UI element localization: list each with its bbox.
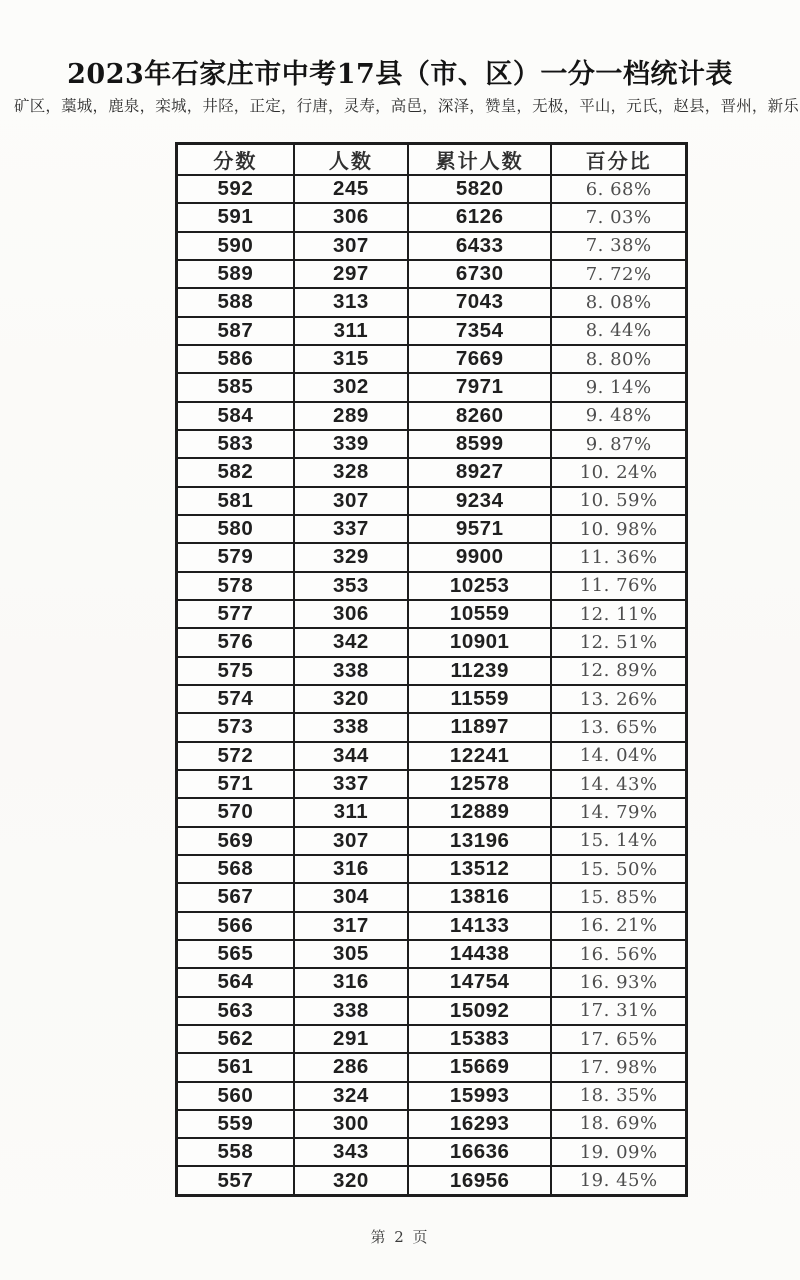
- score-cell: 592: [177, 175, 294, 203]
- column-header-cumulative: 累计人数: [408, 144, 551, 176]
- score-cell: 563: [177, 997, 294, 1025]
- percentage-cell: 8. 08%: [551, 288, 686, 316]
- count-cell: 316: [294, 968, 408, 996]
- score-cell: 578: [177, 572, 294, 600]
- count-cell: 328: [294, 458, 408, 486]
- percentage-cell: 12. 89%: [551, 657, 686, 685]
- cumulative-cell: 13816: [408, 883, 551, 911]
- percentage-cell: 6. 68%: [551, 175, 686, 203]
- percentage-cell: 12. 11%: [551, 600, 686, 628]
- score-cell: 574: [177, 685, 294, 713]
- cumulative-cell: 11239: [408, 657, 551, 685]
- percentage-cell: 19. 09%: [551, 1138, 686, 1166]
- count-cell: 324: [294, 1082, 408, 1110]
- percentage-cell: 17. 98%: [551, 1053, 686, 1081]
- percentage-cell: 13. 26%: [551, 685, 686, 713]
- cumulative-cell: 16293: [408, 1110, 551, 1138]
- score-cell: 581: [177, 487, 294, 515]
- table-row: [177, 543, 687, 571]
- count-cell: 337: [294, 770, 408, 798]
- count-cell: 316: [294, 855, 408, 883]
- table-row: [177, 600, 687, 628]
- count-cell: 311: [294, 317, 408, 345]
- cumulative-cell: 8927: [408, 458, 551, 486]
- percentage-cell: 14. 04%: [551, 742, 686, 770]
- score-cell: 587: [177, 317, 294, 345]
- cumulative-cell: 9900: [408, 543, 551, 571]
- table-row: [177, 968, 687, 996]
- cumulative-cell: 16636: [408, 1138, 551, 1166]
- table-row: [177, 1053, 687, 1081]
- count-cell: 306: [294, 203, 408, 231]
- cumulative-cell: 12241: [408, 742, 551, 770]
- district-list-subtitle: 矿区，藁城，鹿泉，栾城，井陉，正定，行唐，灵寿，高邑，深泽，赞皇，无极，平山，元氏，赵县，晋州，新乐: [14, 97, 800, 115]
- count-cell: 338: [294, 997, 408, 1025]
- table-row: [177, 770, 687, 798]
- table-row: [177, 997, 687, 1025]
- count-cell: 291: [294, 1025, 408, 1053]
- score-cell: 564: [177, 968, 294, 996]
- percentage-cell: 19. 45%: [551, 1166, 686, 1195]
- percentage-cell: 9. 14%: [551, 373, 686, 401]
- table-row: [177, 203, 687, 231]
- table-row: [177, 912, 687, 940]
- score-cell: 590: [177, 232, 294, 260]
- score-cell: 576: [177, 628, 294, 656]
- cumulative-cell: 9234: [408, 487, 551, 515]
- score-cell: 588: [177, 288, 294, 316]
- count-cell: 317: [294, 912, 408, 940]
- cumulative-cell: 14438: [408, 940, 551, 968]
- count-cell: 307: [294, 232, 408, 260]
- cumulative-cell: 7971: [408, 373, 551, 401]
- table-row: [177, 940, 687, 968]
- percentage-cell: 15. 85%: [551, 883, 686, 911]
- count-cell: 307: [294, 487, 408, 515]
- score-cell: 568: [177, 855, 294, 883]
- percentage-cell: 17. 31%: [551, 997, 686, 1025]
- cumulative-cell: 8599: [408, 430, 551, 458]
- score-cell: 561: [177, 1053, 294, 1081]
- page-title: 2023年石家庄市中考17县（市、区）一分一档统计表: [67, 59, 733, 90]
- score-cell: 566: [177, 912, 294, 940]
- percentage-cell: 18. 69%: [551, 1110, 686, 1138]
- count-cell: 311: [294, 798, 408, 826]
- cumulative-cell: 5820: [408, 175, 551, 203]
- cumulative-cell: 15669: [408, 1053, 551, 1081]
- score-cell: 573: [177, 713, 294, 741]
- score-cell: 585: [177, 373, 294, 401]
- cumulative-cell: 15092: [408, 997, 551, 1025]
- score-cell: 559: [177, 1110, 294, 1138]
- cumulative-cell: 11559: [408, 685, 551, 713]
- cumulative-cell: 16956: [408, 1166, 551, 1195]
- count-cell: 304: [294, 883, 408, 911]
- score-cell: 584: [177, 402, 294, 430]
- column-header-count: 人数: [294, 144, 408, 176]
- count-cell: 305: [294, 940, 408, 968]
- count-cell: 300: [294, 1110, 408, 1138]
- count-cell: 329: [294, 543, 408, 571]
- cumulative-cell: 12889: [408, 798, 551, 826]
- table-row: [177, 628, 687, 656]
- count-cell: 289: [294, 402, 408, 430]
- table-row: [177, 430, 687, 458]
- table-row: [177, 1025, 687, 1053]
- cumulative-cell: 15993: [408, 1082, 551, 1110]
- count-cell: 337: [294, 515, 408, 543]
- cumulative-cell: 8260: [408, 402, 551, 430]
- score-cell: 572: [177, 742, 294, 770]
- percentage-cell: 13. 65%: [551, 713, 686, 741]
- cumulative-cell: 11897: [408, 713, 551, 741]
- percentage-cell: 8. 44%: [551, 317, 686, 345]
- cumulative-cell: 10901: [408, 628, 551, 656]
- table-row: [177, 1110, 687, 1138]
- count-cell: 353: [294, 572, 408, 600]
- count-cell: 306: [294, 600, 408, 628]
- table-row: [177, 798, 687, 826]
- percentage-cell: 16. 56%: [551, 940, 686, 968]
- table-row: [177, 572, 687, 600]
- score-cell: 560: [177, 1082, 294, 1110]
- percentage-cell: 16. 21%: [551, 912, 686, 940]
- column-header-percentage: 百分比: [551, 144, 686, 176]
- cumulative-cell: 13196: [408, 827, 551, 855]
- percentage-cell: 7. 38%: [551, 232, 686, 260]
- score-cell: 577: [177, 600, 294, 628]
- score-cell: 575: [177, 657, 294, 685]
- cumulative-cell: 7669: [408, 345, 551, 373]
- percentage-cell: 16. 93%: [551, 968, 686, 996]
- count-cell: 320: [294, 685, 408, 713]
- table-row: [177, 515, 687, 543]
- table-row: [177, 1166, 687, 1195]
- score-cell: 558: [177, 1138, 294, 1166]
- table-row: [177, 232, 687, 260]
- score-cell: 586: [177, 345, 294, 373]
- score-cell: 557: [177, 1166, 294, 1195]
- score-cell: 589: [177, 260, 294, 288]
- percentage-cell: 15. 50%: [551, 855, 686, 883]
- cumulative-cell: 6433: [408, 232, 551, 260]
- count-cell: 313: [294, 288, 408, 316]
- table-header-row: [177, 144, 687, 176]
- table-row: [177, 1138, 687, 1166]
- percentage-cell: 9. 87%: [551, 430, 686, 458]
- score-table-body: [177, 175, 687, 1196]
- cumulative-cell: 10253: [408, 572, 551, 600]
- table-row: [177, 827, 687, 855]
- table-row: [177, 373, 687, 401]
- table-row: [177, 657, 687, 685]
- count-cell: 297: [294, 260, 408, 288]
- cumulative-cell: 14754: [408, 968, 551, 996]
- count-cell: 338: [294, 657, 408, 685]
- count-cell: 343: [294, 1138, 408, 1166]
- cumulative-cell: 14133: [408, 912, 551, 940]
- score-cell: 565: [177, 940, 294, 968]
- count-cell: 307: [294, 827, 408, 855]
- table-row: [177, 288, 687, 316]
- count-cell: 338: [294, 713, 408, 741]
- count-cell: 339: [294, 430, 408, 458]
- score-cell: 582: [177, 458, 294, 486]
- percentage-cell: 14. 79%: [551, 798, 686, 826]
- percentage-cell: 7. 03%: [551, 203, 686, 231]
- percentage-cell: 7. 72%: [551, 260, 686, 288]
- cumulative-cell: 12578: [408, 770, 551, 798]
- table-row: [177, 1082, 687, 1110]
- percentage-cell: 12. 51%: [551, 628, 686, 656]
- table-row: [177, 458, 687, 486]
- cumulative-cell: 6730: [408, 260, 551, 288]
- percentage-cell: 8. 80%: [551, 345, 686, 373]
- cumulative-cell: 6126: [408, 203, 551, 231]
- percentage-cell: 18. 35%: [551, 1082, 686, 1110]
- table-row: [177, 260, 687, 288]
- table-row: [177, 317, 687, 345]
- column-header-score: 分数: [177, 144, 294, 176]
- cumulative-cell: 7354: [408, 317, 551, 345]
- score-cell: 579: [177, 543, 294, 571]
- score-cell: 562: [177, 1025, 294, 1053]
- percentage-cell: 9. 48%: [551, 402, 686, 430]
- count-cell: 315: [294, 345, 408, 373]
- table-row: [177, 713, 687, 741]
- table-row: [177, 855, 687, 883]
- count-cell: 286: [294, 1053, 408, 1081]
- score-cell: 571: [177, 770, 294, 798]
- score-distribution-table: [175, 142, 688, 1197]
- score-cell: 570: [177, 798, 294, 826]
- table-row: [177, 487, 687, 515]
- score-cell: 591: [177, 203, 294, 231]
- cumulative-cell: 10559: [408, 600, 551, 628]
- percentage-cell: 11. 36%: [551, 543, 686, 571]
- count-cell: 344: [294, 742, 408, 770]
- table-row: [177, 685, 687, 713]
- table-row: [177, 402, 687, 430]
- table-row: [177, 742, 687, 770]
- cumulative-cell: 13512: [408, 855, 551, 883]
- table-row: [177, 175, 687, 203]
- percentage-cell: 10. 98%: [551, 515, 686, 543]
- count-cell: 245: [294, 175, 408, 203]
- percentage-cell: 15. 14%: [551, 827, 686, 855]
- score-cell: 569: [177, 827, 294, 855]
- cumulative-cell: 7043: [408, 288, 551, 316]
- score-cell: 567: [177, 883, 294, 911]
- percentage-cell: 14. 43%: [551, 770, 686, 798]
- percentage-cell: 17. 65%: [551, 1025, 686, 1053]
- table-row: [177, 345, 687, 373]
- count-cell: 302: [294, 373, 408, 401]
- score-cell: 580: [177, 515, 294, 543]
- cumulative-cell: 15383: [408, 1025, 551, 1053]
- score-cell: 583: [177, 430, 294, 458]
- count-cell: 320: [294, 1166, 408, 1195]
- percentage-cell: 10. 24%: [551, 458, 686, 486]
- table-row: [177, 883, 687, 911]
- percentage-cell: 10. 59%: [551, 487, 686, 515]
- page-number-footer: 第 2 页: [370, 1228, 430, 1246]
- percentage-cell: 11. 76%: [551, 572, 686, 600]
- count-cell: 342: [294, 628, 408, 656]
- cumulative-cell: 9571: [408, 515, 551, 543]
